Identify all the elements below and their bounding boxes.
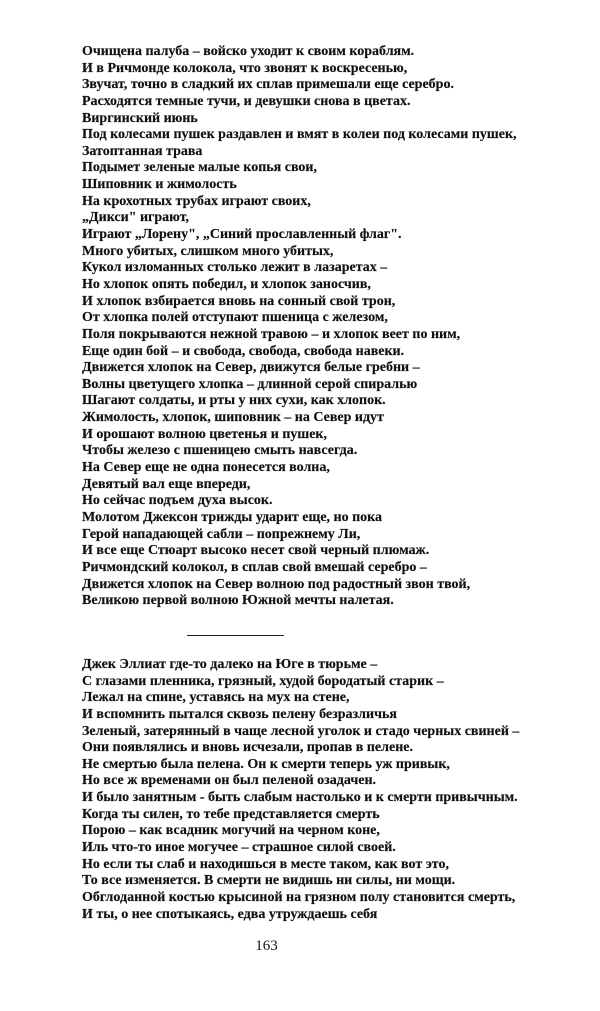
poem-line: И в Ричмонде колокола, что звонят к воскресенью, <box>82 60 408 76</box>
poem-line: Жимолость, хлопок, шиповник – на Север идут <box>82 410 384 426</box>
poem-line: И все еще Стюарт высоко несет свой черный плюмаж. <box>82 543 430 559</box>
poem-line: Но хлопок опять победил, и хлопок заносчив, <box>82 276 371 292</box>
poem-line: Когда ты силен, то тебе представляется смерть <box>82 806 380 822</box>
poem-line: Чтобы железо с пшеницею смыть навсегда. <box>82 443 358 459</box>
poem-line: Шиповник и жимолость <box>82 177 237 193</box>
poem-line: И ты, о нее спотыкаясь, едва утруждаешь себя <box>82 906 378 922</box>
poem-line: Они появлялись и вновь исчезали, пропав в пелене. <box>82 740 413 756</box>
poem-line: Обглоданной костью крысиной на грязном полу становится смерть, <box>82 889 516 905</box>
poem-line: Много убитых, слишком много убитых, <box>82 243 334 259</box>
poem-line: Девятый вал еще впереди, <box>82 476 251 492</box>
poem-line: Подымет зеленые малые копья свои, <box>82 160 317 176</box>
poem-line: Под колесами пушек раздавлен и вмят в колеи под колесами пушек, <box>82 127 517 143</box>
poem-line: Поля покрываются нежной травою – и хлопок веет по ним, <box>82 326 461 342</box>
poem-line: Лежал на спине, уставясь на мух на стене, <box>82 690 350 706</box>
poem-line: От хлопка полей отступают пшеница с железом, <box>82 310 388 326</box>
poem-line: На крохотных трубах играют своих, <box>82 193 311 209</box>
poem-stanza-1 <box>82 44 517 610</box>
poem-line: С глазами пленника, грязный, худой бородатый старик – <box>82 673 444 689</box>
poem-line: И вспомнить пытался сквозь пелену безразличья <box>82 706 397 722</box>
poem-line: Движется хлопок на Север волною под радостный звон твой, <box>82 576 471 592</box>
poem-line: Играют „Лорену", „Синий прославленный флаг". <box>82 227 402 243</box>
poem-line: И хлопок взбирается вновь на сонный свой трон, <box>82 293 396 309</box>
poem-line: Движется хлопок на Север, движутся белые гребни – <box>82 360 420 376</box>
poem-line: Молотом Джексон трижды ударит еще, но пока <box>82 509 383 525</box>
poem-line: Но если ты слаб и находишься в месте таком, как вот это, <box>82 856 449 872</box>
poem-line: Шагают солдаты, и рты у них сухи, как хлопок. <box>82 393 386 409</box>
section-separator-rule <box>187 635 284 636</box>
poem-line: И орошают волною цветенья и пушек, <box>82 426 327 442</box>
poem-line: Звучат, точно в сладкий их сплав примешали еще серебро. <box>82 77 454 93</box>
poem-line: Расходятся темные тучи, и девушки снова в цветах. <box>82 93 411 109</box>
poem-line: И было занятным - быть слабым настолько и к смерти привычным. <box>82 790 518 806</box>
poem-line: Затоптанная трава <box>82 143 203 159</box>
poem-line: Порою – как всадник могучий на черном коне, <box>82 823 380 839</box>
poem-stanza-2 <box>82 657 519 923</box>
poem-line: Джек Эллиат где-то далеко на Юге в тюрьме – <box>82 657 378 672</box>
poem-line: На Север еще не одна понесется волна, <box>82 460 330 476</box>
poem-line: Но сейчас подъем духа высок. <box>82 493 273 509</box>
poem-line: Не смертью была пелена. Он к смерти теперь уж привык, <box>82 756 450 772</box>
poem-line: Кукол изломанных столько лежит в лазаретах – <box>82 260 388 276</box>
poem-line: Ричмондский колокол, в сплав свой вмешай серебро – <box>82 559 427 575</box>
poem-line: Иль что-то иное могучее – страшное силой своей. <box>82 840 396 856</box>
poem-line: „Дикси" играют, <box>82 210 190 226</box>
poem-line: Великою первой волною Южной мечты налетая. <box>82 593 394 609</box>
poem-line: Очищена палуба – войско уходит к своим кораблям. <box>82 44 415 59</box>
poem-line: Герой нападающей сабли – попрежнему Ли, <box>82 526 361 542</box>
page-number: 163 <box>255 938 278 954</box>
poem-line: Виргинский июнь <box>82 110 198 126</box>
poem-line: Волны цветущего хлопка – длинной серой спиралью <box>82 376 418 392</box>
poem-line: Зеленый, затерянный в чаще лесной уголок и стадо черных свиней – <box>82 723 520 739</box>
poem-line: Но все ж временами он был пеленой озадачен. <box>82 773 377 789</box>
poem-line: Еще один бой – и свобода, свобода, свобода навеки. <box>82 343 405 359</box>
poem-line: То все изменяется. В смерти не видишь ни силы, ни мощи. <box>82 873 456 889</box>
